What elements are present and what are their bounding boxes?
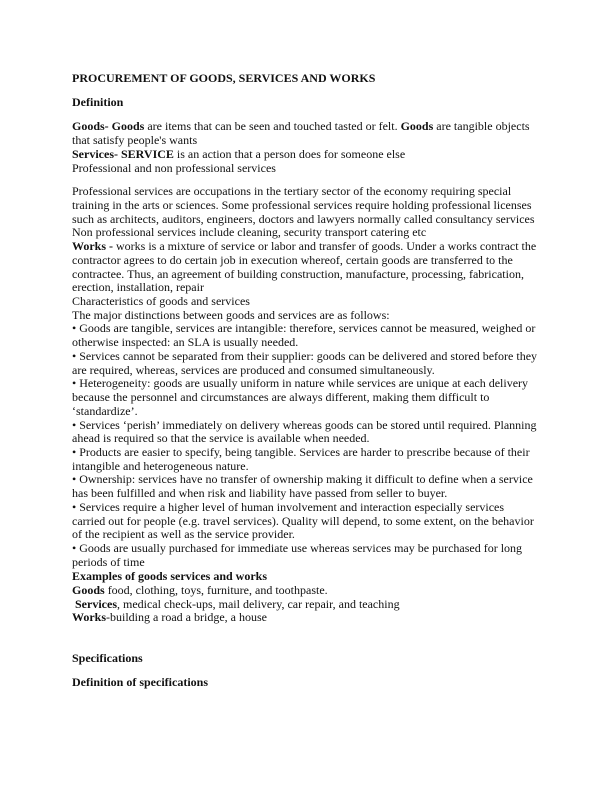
bullet-line: periods of time — [72, 554, 145, 569]
paragraph-line: Professional services are occupations in the tertiary sector of the economy requiring special — [72, 184, 512, 198]
bullet-line: are required, whereas, services are produced and consumed simultaneously. — [72, 362, 435, 377]
bullet-line: intangible and heterogeneous nature. — [72, 458, 249, 473]
bullet-line: ‘standardize’. — [72, 403, 138, 418]
paragraph-line: erection, installation, repair — [72, 280, 204, 294]
services-definition: Services- SERVICE is an action that a person does for someone else — [72, 147, 406, 161]
bullet-line: • Ownership: services have no transfer of ownership making it difficult to define when a service — [72, 472, 533, 487]
characteristics-intro-line: Characteristics of goods and services — [72, 294, 250, 308]
bullet-line: • Goods are tangible, services are intangible: therefore, services cannot be measured, weighed or — [72, 321, 536, 336]
bullet-line: ahead is required so that the service is available when needed. — [72, 431, 370, 446]
services-types: Professional and non professional services — [72, 161, 276, 175]
works-definition: Works - works is a mixture of service or labor and transfer of goods. Under a works contract the — [72, 239, 537, 253]
bullet-line: • Services cannot be separated from their supplier: goods can be delivered and stored before they — [72, 348, 538, 363]
bullet-line: • Services require a higher level of human involvement and interaction especially services — [72, 499, 505, 514]
bullet-line: • Heterogeneity: goods are usually uniform in nature while services are unique at each delivery — [72, 376, 529, 391]
goods-definition: Goods- Goods are items that can be seen and touched tasted or felt. Goods are tangible objects — [72, 119, 530, 133]
bullet-line: of the recipient as well as the service provider. — [72, 527, 295, 542]
paragraph-line: contractor agrees to do certain job in execution whereof, certain goods are transferred to the — [72, 253, 513, 267]
paragraph-line: contractee. Thus, an agreement of building construction, manufacture, processing, fabrication, — [72, 267, 524, 281]
bullet-line: because the personnel and circumstances are always different, making them difficult to — [72, 390, 490, 405]
page-title: PROCUREMENT OF GOODS, SERVICES AND WORKS — [72, 71, 376, 85]
bullet-line: otherwise inspected: an SLA is usually needed. — [72, 335, 299, 350]
paragraph-line: Non professional services include cleaning, security transport catering etc — [72, 225, 427, 239]
bullet-line: • Services ‘perish’ immediately on delivery whereas goods can be stored until required. Planning — [72, 417, 537, 432]
bullet-line: carried out for people (e.g. travel services). Quality will depend, to some extent, on the behavior — [72, 513, 534, 528]
characteristics-intro-line: The major distinctions between goods and services are as follows: — [72, 307, 390, 322]
paragraph-line: such as architects, auditors, engineers, doctors and lawyers normally called consultancy services — [72, 212, 535, 226]
specifications-heading: Specifications — [72, 651, 143, 665]
bullet-line: has been fulfilled and when risk and liability have passed from seller to buyer. — [72, 486, 448, 501]
bullet-line: • Products are easier to specify, being tangible. Services are harder to prescribe because of their — [72, 445, 530, 460]
works-examples: Works-building a road a bridge, a house — [72, 610, 267, 624]
examples-heading: Examples of goods services and works — [72, 569, 268, 583]
paragraph-line: training in the arts or sciences. Some professional services require holding professional licenses — [72, 198, 532, 212]
services-examples: Services, medical check-ups, mail delivery, car repair, and teaching — [72, 597, 400, 611]
goods-definition-cont: that satisfy people's wants — [72, 133, 198, 147]
bullet-line: • Goods are usually purchased for immediate use whereas services may be purchased for long — [72, 541, 523, 556]
goods-examples: Goods food, clothing, toys, furniture, and toothpaste. — [72, 583, 328, 597]
definition-heading: Definition — [72, 95, 124, 109]
definition-of-specifications-heading: Definition of specifications — [72, 675, 208, 689]
